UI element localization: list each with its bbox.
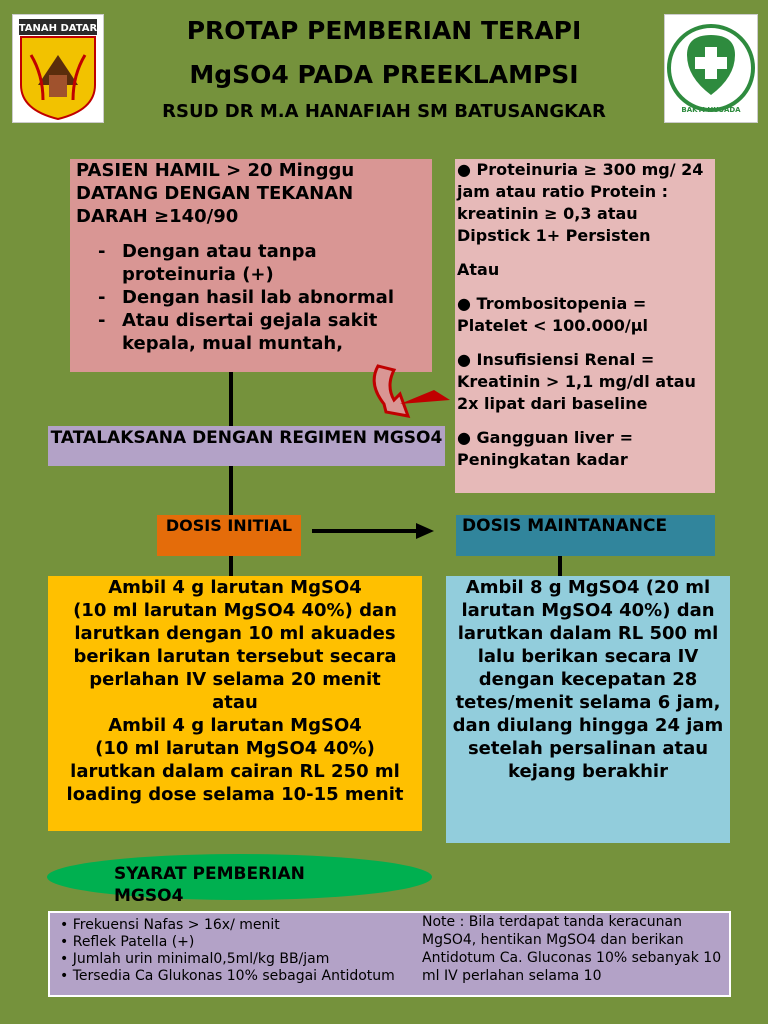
list-item: - Dengan hasil lab abnormal [76,286,426,309]
list-item: • Reflek Patella (+) [60,934,195,950]
note-text: Bila terdapat tanda keracunan MgSO4, hentikan MgSO4 dan berikan Antidotum Ca. Gluconas 10% sebanyak 10 ml IV perlahan selama 10 [422,914,722,984]
initial-line-5: (10 ml larutan MgSO4 40%) larutkan dalam cairan RL 250 ml loading dose selama 10-15 menit [66,738,404,805]
title-line2: MgSO4 PADA PREEKLAMPSI [189,60,579,89]
connector-line-4 [558,556,562,576]
dosis-maintenance-label: DOSIS MAINTANANCE [456,515,715,556]
patient-heading: PASIEN HAMIL > 20 Minggu DATANG DENGAN TEKANAN DARAH ≥140/90 [76,160,355,227]
right-arrow-icon [312,521,434,541]
connector-line-1 [229,372,233,426]
tatalaksana-box: TATALAKSANA DENGAN REGIMEN MGSO4 [48,426,445,466]
lab-criteria-box [455,159,715,493]
syarat-label: SYARAT PEMBERIAN MGSO4 [114,864,305,906]
tanah-datar-emblem-icon [13,15,103,122]
syarat-box [48,911,731,997]
criteria-gangguan-liver: ● Gangguan liver = Peningkatan kadar [457,428,634,469]
syarat-list [60,917,460,985]
connector-line-3 [229,556,233,576]
note-block [422,913,722,985]
dosis-initial-label: DOSIS INITIAL [157,515,301,556]
right-logo-text: BAKTI HUSADA [681,106,741,114]
criteria-insufisiensi-renal: ● Insufisiensi Renal = Kreatinin > 1,1 mg/dl atau 2x lipat dari baseline [457,350,696,413]
initial-line-1: Ambil 4 g larutan MgSO4 [108,577,362,598]
subtitle: RSUD DR M.A HANAFIAH SM BATUSANGKAR [162,101,606,122]
dosis-initial-body [48,576,422,831]
initial-line-3: atau [212,692,258,713]
criteria-trombositopenia: ● Trombositopenia = Platelet < 100.000/µl [457,294,649,335]
note-label: Note : [422,914,465,930]
left-logo-text: TANAH DATAR [18,23,98,34]
list-item: - Atau disertai gejala sakit kepala, mual muntah, [76,309,426,355]
list-item: • Jumlah urin minimal0,5ml/kg BB/jam [60,951,330,967]
list-item: • Frekuensi Nafas > 16x/ menit [60,917,280,933]
tanah-datar-logo [12,14,104,123]
curved-arrow-icon [364,360,456,424]
criteria-atau: Atau [457,260,500,279]
dosis-maintenance-body: Ambil 8 g MgSO4 (20 ml larutan MgSO4 40%) dan larutkan dalam RL 500 ml lalu berikan secara IV dengan kecepatan 28 tetes/menit selama 6 jam, dan diulang hingga 24 jam setelah persalinan atau kejang berakhir [446,576,730,843]
list-item: • Tersedia Ca Glukonas 10% sebagai Antidotum [60,968,395,984]
bakti-husada-emblem-icon [665,15,757,122]
bakti-husada-logo [664,14,758,123]
connector-line-2 [229,466,233,516]
initial-line-2: (10 ml larutan MgSO4 40%) dan larutkan dengan 10 ml akuades berikan larutan tersebut secara perlahan IV selama 20 menit [73,600,397,690]
criteria-proteinuria: ● Proteinuria ≥ 300 mg/ 24 jam atau ratio Protein : kreatinin ≥ 0,3 atau Dipstick 1+ Persisten [457,160,704,245]
initial-line-4: Ambil 4 g larutan MgSO4 [108,715,362,736]
patient-criteria-list [76,240,426,355]
list-item: - Dengan atau tanpa proteinuria (+) [76,240,426,286]
patient-criteria-box [70,159,432,372]
title-line1: PROTAP PEMBERIAN TERAPI [186,16,582,45]
